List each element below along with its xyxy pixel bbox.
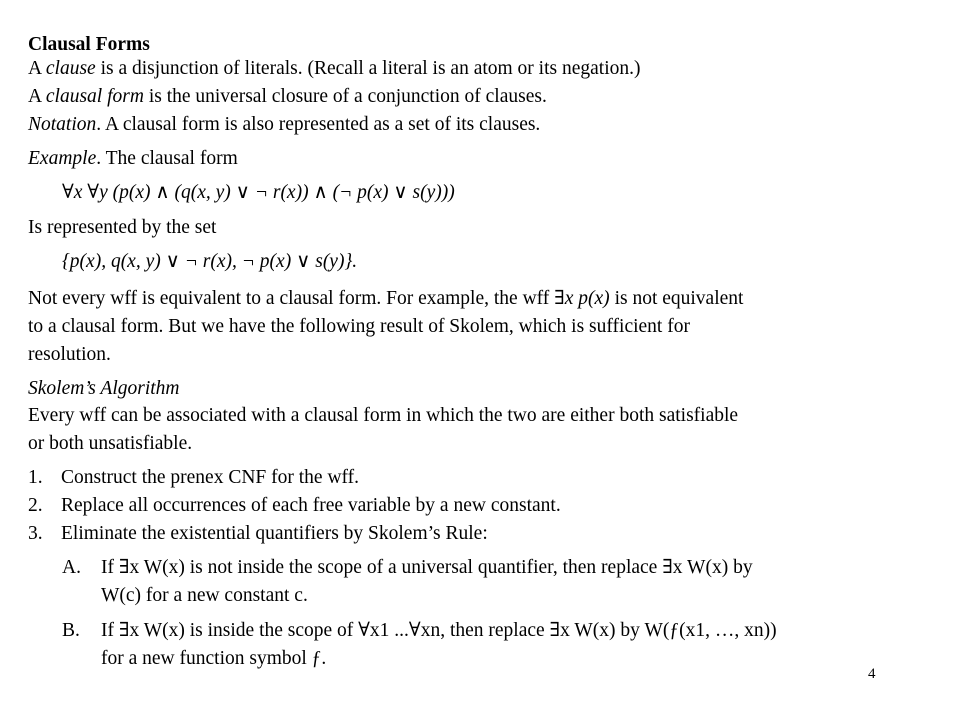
page-number: 4: [868, 666, 876, 682]
formula-clause-set: {p(x), q(x, y) ∨ ¬ r(x), ¬ p(x) ∨ s(y)}.: [62, 251, 358, 272]
form-def-prefix: A: [28, 86, 46, 107]
skolem-heading: Skolem’s Algorithm: [28, 378, 180, 399]
clause-definition: [28, 57, 641, 80]
rule-b-letter: B.: [62, 620, 80, 641]
clausal-form-term: clausal form: [45, 86, 144, 107]
rule-b-text-1: If ∃x W(x) is inside the scope of ∀x1 ...∀xn, then replace ∃x W(x) by W(ƒ(x1, …, xn)): [101, 620, 777, 641]
skolem-desc-line-2: or both unsatisfiable.: [28, 433, 193, 454]
not-every-line-1: [28, 287, 743, 310]
clause-term: clause: [45, 58, 96, 79]
clausal-form-definition: [28, 85, 547, 108]
clause-def-rest: is a disjunction of literals. (Recall a literal is an atom or its negation.): [95, 58, 641, 79]
example-term: Example: [28, 148, 97, 169]
rule-a-letter: A.: [62, 557, 81, 578]
clause-def-prefix: A: [28, 58, 46, 79]
not-every-1b: is not equivalent: [609, 288, 744, 309]
rule-a-text-1: If ∃x W(x) is not inside the scope of a universal quantifier, then replace ∃x W(x) by: [101, 557, 753, 578]
skolem-desc-line-1: Every wff can be associated with a clausal form in which the two are either both satisfiable: [28, 405, 739, 426]
not-every-line-3: resolution.: [28, 344, 111, 365]
rule-a-line-1: [62, 556, 753, 579]
form-def-rest: is the universal closure of a conjunction of clauses.: [143, 86, 547, 107]
represented-line: Is represented by the set: [28, 217, 217, 238]
notation-rest: . A clausal form is also represented as a set of its clauses.: [96, 114, 541, 135]
step-3: [28, 522, 488, 545]
notation-line: [28, 113, 540, 136]
example-rest: . The clausal form: [96, 148, 238, 169]
rule-b-line-2: for a new function symbol ƒ.: [101, 648, 327, 669]
step-number: 2.: [28, 495, 43, 516]
step-1: [28, 466, 359, 489]
step-text: Construct the prenex CNF for the wff.: [61, 467, 360, 488]
formula-clausal-form: ∀x ∀y (p(x) ∧ (q(x, y) ∨ ¬ r(x)) ∧ (¬ p(x) ∨ s(y))): [62, 182, 455, 203]
rule-a-line-2: W(c) for a new constant c.: [101, 585, 308, 606]
step-number: 3.: [28, 523, 43, 544]
not-every-line-2: to a clausal form. But we have the following result of Skolem, which is sufficient for: [28, 316, 690, 337]
step-text: Replace all occurrences of each free variable by a new constant.: [61, 495, 561, 516]
step-number: 1.: [28, 467, 43, 488]
notation-term: Notation: [28, 114, 97, 135]
not-every-1a: Not every wff is equivalent to a clausal form. For example, the wff: [28, 288, 555, 309]
exists-formula: ∃x p(x): [554, 288, 610, 309]
rule-b-line-1: [62, 619, 777, 642]
example-line: [28, 147, 238, 170]
slide-title: Clausal Forms: [28, 34, 150, 55]
step-text: Eliminate the existential quantifiers by Skolem’s Rule:: [61, 523, 488, 544]
step-2: [28, 494, 561, 517]
